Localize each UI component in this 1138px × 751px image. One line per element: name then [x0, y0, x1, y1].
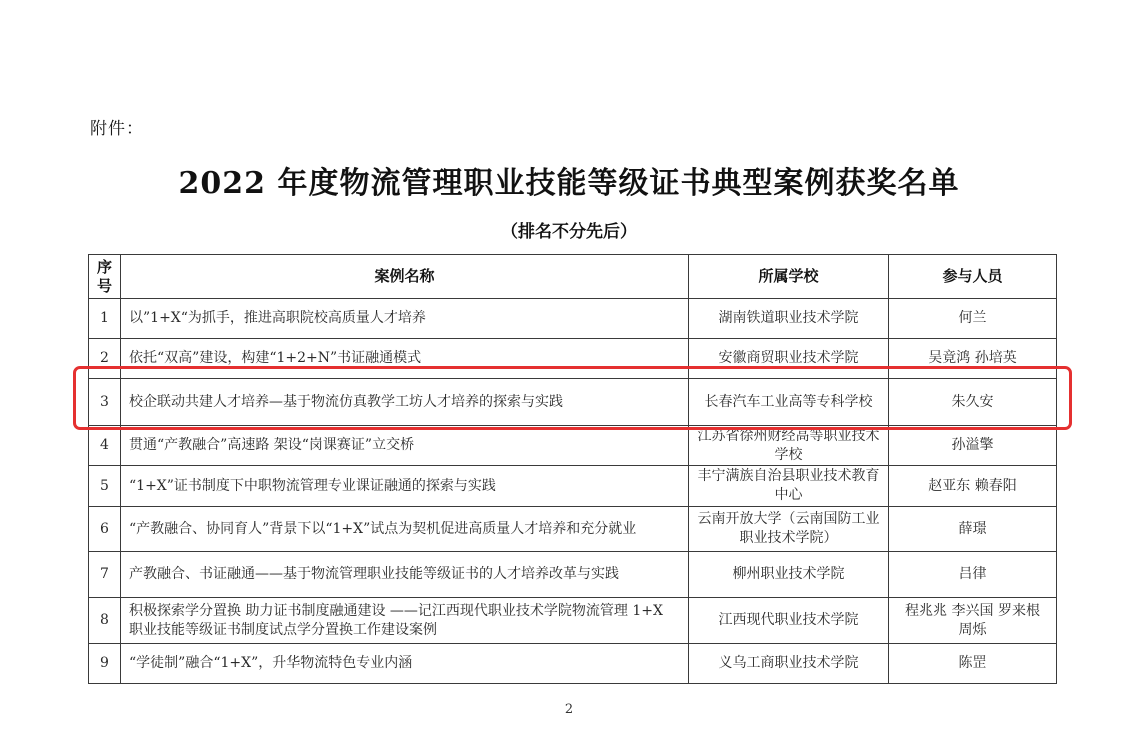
row-no: 6: [89, 507, 121, 552]
row-school: 云南开放大学（云南国防工业职业技术学院）: [689, 507, 889, 552]
table-row-highlighted: [89, 379, 1057, 426]
table-row: [89, 466, 1057, 507]
row-participants: 孙溢擎: [889, 426, 1057, 466]
row-participants: 吕律: [889, 552, 1057, 598]
row-school: 柳州职业技术学院: [689, 552, 889, 598]
table-row: [89, 426, 1057, 466]
table-row: [89, 299, 1057, 339]
row-no: 7: [89, 552, 121, 598]
row-no: 9: [89, 644, 121, 684]
row-no: 1: [89, 299, 121, 339]
row-case-name: 校企联动共建人才培养—基于物流仿真教学工坊人才培养的探索与实践: [121, 379, 689, 426]
row-school: 丰宁满族自治县职业技术教育中心: [689, 466, 889, 507]
row-participants: 薛璟: [889, 507, 1057, 552]
row-school: 江苏省徐州财经高等职业技术学校: [689, 426, 889, 466]
row-case-name: “产教融合、协同育人”背景下以“1+X”试点为契机促进高质量人才培养和充分就业: [121, 507, 689, 552]
row-participants: 吴竟鸿 孙培英: [889, 339, 1057, 379]
row-no: 4: [89, 426, 121, 466]
row-case-name: 贯通“产教融合”高速路 架设“岗课赛证”立交桥: [121, 426, 689, 466]
award-table: [88, 254, 1057, 684]
table-row: [89, 598, 1057, 644]
document-title: 2022 年度物流管理职业技能等级证书典型案例获奖名单: [178, 166, 960, 201]
table-row: [89, 507, 1057, 552]
row-school: 江西现代职业技术学院: [689, 598, 889, 644]
header-case-name: 案例名称: [121, 255, 689, 299]
document-subtitle: （排名不分先后）: [501, 222, 637, 242]
row-participants: 陈罡: [889, 644, 1057, 684]
row-school: 义乌工商职业技术学院: [689, 644, 889, 684]
table-row: [89, 644, 1057, 684]
row-case-name: 产教融合、书证融通——基于物流管理职业技能等级证书的人才培养改革与实践: [121, 552, 689, 598]
table-row: [89, 552, 1057, 598]
table-row: [89, 339, 1057, 379]
row-no: 5: [89, 466, 121, 507]
page-number: 2: [564, 702, 574, 717]
row-case-name: “1+X”证书制度下中职物流管理专业课证融通的探索与实践: [121, 466, 689, 507]
row-participants: 赵亚东 赖春阳: [889, 466, 1057, 507]
row-case-name: 依托“双高”建设，构建“1+2+N”书证融通模式: [121, 339, 689, 379]
row-case-name: “学徒制”融合“1+X”，升华物流特色专业内涵: [121, 644, 689, 684]
row-no: 3: [89, 379, 121, 426]
header-no: 序号: [89, 255, 121, 299]
row-no: 2: [89, 339, 121, 379]
row-participants: 朱久安: [889, 379, 1057, 426]
row-no: 8: [89, 598, 121, 644]
attachment-label: 附件：: [90, 119, 144, 139]
table-header-row: [89, 255, 1057, 299]
row-school: 安徽商贸职业技术学院: [689, 339, 889, 379]
row-participants: 程兆兆 李兴国 罗来根 周烁: [889, 598, 1057, 644]
row-case-name: 以”1+X“为抓手，推进高职院校高质量人才培养: [121, 299, 689, 339]
row-school: 湖南铁道职业技术学院: [689, 299, 889, 339]
row-participants: 何兰: [889, 299, 1057, 339]
header-participants: 参与人员: [889, 255, 1057, 299]
row-school: 长春汽车工业高等专科学校: [689, 379, 889, 426]
row-case-name: 积极探索学分置换 助力证书制度融通建设 ——记江西现代职业技术学院物流管理 1+X 职业技能等级证书制度试点学分置换工作建设案例: [121, 598, 689, 644]
header-school: 所属学校: [689, 255, 889, 299]
